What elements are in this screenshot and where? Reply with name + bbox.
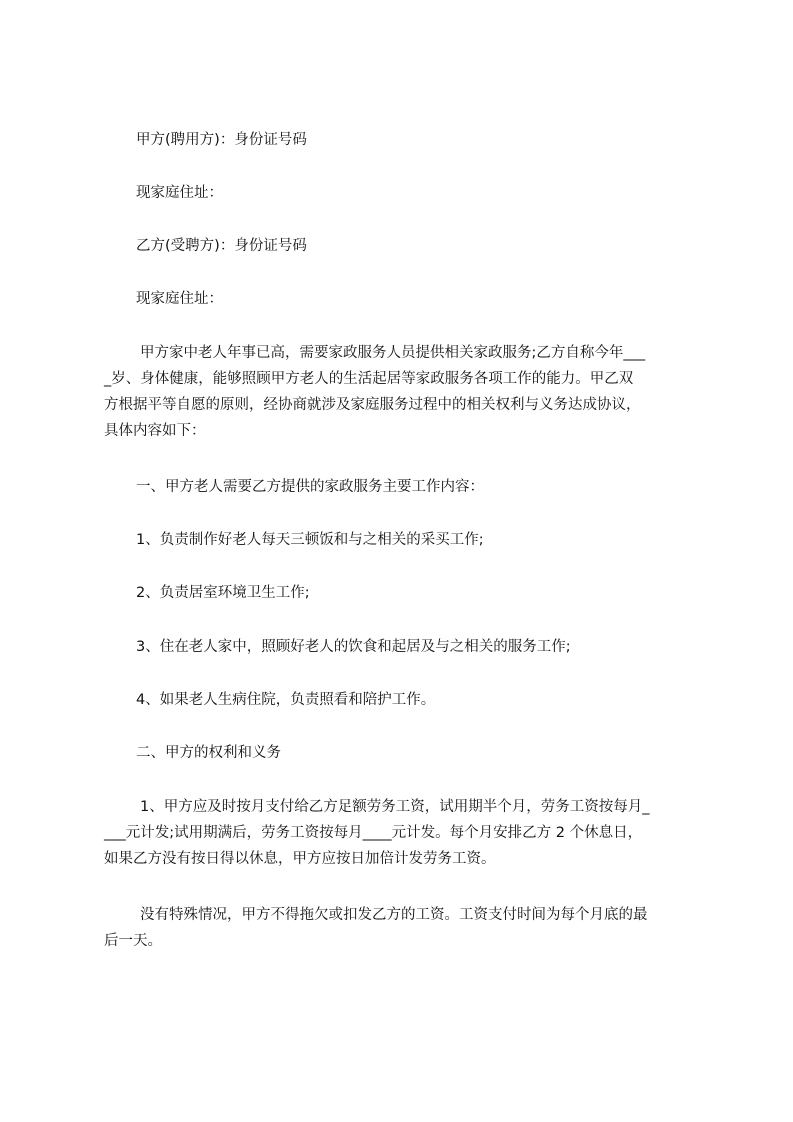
intro-paragraph [104, 340, 704, 444]
section-2-clause-1 [104, 794, 704, 872]
intro-line-3: 方根据平等自愿的原则，经协商就涉及家庭服务过程中的相关权利与义务达成协议， [104, 397, 641, 413]
clause-2-line-1: 没有特殊情况，甲方不得拖欠或扣发乙方的工资。工资支付时间为每个月底的最 [140, 907, 648, 923]
section-1-item-3: 3、住在老人家中，照顾好老人的饮食和起居及与之相关的服务工作; [136, 639, 571, 655]
section-1-title: 一、甲方老人需要乙方提供的家政服务主要工作内容： [136, 479, 484, 495]
party-b-address-line: 现家庭住址： [136, 291, 223, 307]
section-2-title: 二、甲方的权利和义务 [136, 745, 281, 761]
clause-1-line-3: 如果乙方没有按日得以休息，甲方应按日加倍计发劳务工资。 [104, 851, 496, 867]
clause-1-line-1: 1、甲方应及时按月支付给乙方足额劳务工资，试用期半个月，劳务工资按每月_ [140, 799, 650, 815]
clause-1-line-2: ___元计发;试用期满后，劳务工资按每月____元计发。每个月安排乙方 2 个休息日， [104, 825, 643, 841]
section-1-item-2: 2、负责居室环境卫生工作; [136, 585, 310, 601]
section-1-item-4: 4、如果老人生病住院，负责照看和陪护工作。 [136, 692, 436, 708]
party-a-id-line: 甲方(聘用方)：身份证号码 [136, 132, 307, 148]
section-1-item-1: 1、负责制作好老人每天三顿饭和与之相关的采买工作; [136, 532, 484, 548]
intro-line-4: 具体内容如下： [104, 423, 206, 439]
clause-2-line-2: 后一天。 [104, 933, 162, 949]
party-b-id-line: 乙方(受聘方)：身份证号码 [136, 238, 307, 254]
party-a-address-line: 现家庭住址： [136, 185, 223, 201]
intro-line-1: 甲方家中老人年事已高，需要家政服务人员提供相关家政服务;乙方自称今年___ [140, 345, 646, 361]
section-2-clause-2 [104, 902, 704, 954]
intro-line-2: _岁、身体健康，能够照顾甲方老人的生活起居等家政服务各项工作的能力。甲乙双 [104, 371, 634, 387]
